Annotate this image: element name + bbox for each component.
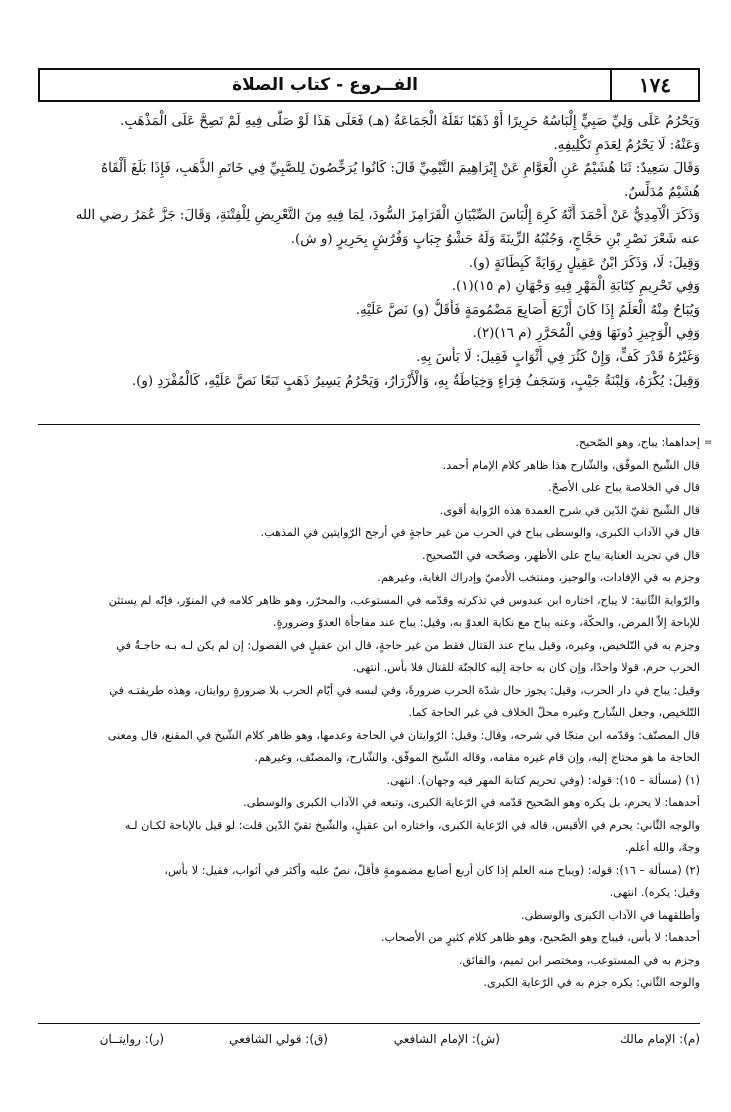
note-line: وجهٌ، والله أعلم.: [624, 841, 700, 854]
note-line: وجزم به في التّلخيص، وغيره، وقيل يباح عند القتال فقط من غير حاجةٍ، قال ابن عقيلٍ في الفصول: إن لم يكن لـه بـه حاجـةٌ في: [116, 638, 700, 652]
note-line: الحرب حرم، قولا واحدًا، وإن كان به حاجة إليه كالجنّة للقتال فلا بأس. انتهى.: [352, 661, 700, 674]
note-line: وجزم به في الإفادات، والوجيز، ومنتخب الأدميّ وإدراك الغاية، وغيرهم.: [377, 571, 700, 584]
main-line: وَقَالَ سَعِيدٌ: ثَنَا هُشَيْمٌ عَنِ الْعَوَّامِ عَنْ إِبْرَاهِيمَ التَّيْمِيِّ قَالَ: كَانُوا يُرَخِّصُونَ لِلصَّبِيِّ فِي خَاتَمِ الذَّهَبِ، فَإِذَا بَلَغَ أَلْقَاهُ: [101, 161, 700, 177]
note-line: وأطلقهما في الآداب الكبرى والوسطى.: [521, 908, 700, 922]
abbreviation-key: [38, 1026, 700, 1052]
note-line: والوجه الثّاني: يكره جزم به في الرّعاية الكبرى.: [483, 976, 700, 989]
main-line: وَقِيلَ: لَا، وَذَكَرَ ابْنُ عَقِيلٍ رِوَايَةً كَبِطَانَةٍ (و).: [468, 255, 700, 271]
note-line: قال في تجريد العناية يباح على الأظهر، وصحّحه في التّصحيح.: [421, 548, 700, 562]
note-line: الحاجة ما هو محتاج إليه، وإن قام غيره مقامه، وقاله الشّيخ الموفّق، والشّارح، والمصنّف، وغيرهم.: [254, 751, 700, 764]
footnotes: [40, 432, 700, 995]
footer-divider: [38, 1023, 700, 1024]
note-line: قال الشّيخ الموفّق، والشّارح هذا ظاهر كلام الإمام أحمد.: [442, 458, 700, 472]
note-line: قال المصنّف: وقدّمه ابن منجّا في شرحه، وقال: وقيل: الرّوايتان في الحاجة وعدمها، وهو ظاهر كلام الشّيخ في المقنع، قال ومعنى: [107, 728, 700, 742]
main-line: عنه شَعْرَ نَصْرِ بْنِ حَجَّاجٍ، وَجُنُبُهُ الزِّينَةَ وَلَهُ حَشْوُ جِبَابٍ وَفُرُشٍ بِحَرِيرٍ (و ش).: [290, 231, 700, 247]
continuation-mark: =: [704, 437, 713, 448]
note-line: (١) (مسألة – ١٥): قوله: (وفي تحريم كتابة المهر فيه وجهان). انتهى.: [386, 773, 700, 787]
main-line: وَعَنْهُ: لَا يَحْرُمُ لِعَدَمِ تَكْلِيفِهِ.: [553, 137, 700, 153]
main-line: وَيَحْرُمُ عَلَى وَلِيِّ صَبِيٍّ إِلْبَاسُهُ حَرِيرًا أَوْ ذَهَبًا نَقَلَهُ الْجَمَاعَةُ (هـ) فَعَلَى هَذَا لَوْ صَلَّى فِيهِ لَمْ تَصِحَّ عَلَى الْمَذْهَبِ.: [120, 114, 700, 129]
abbrev-two-narrations: (ر): روايتــان: [99, 1032, 164, 1046]
note-line: والرّواية الثّانية: لا يباح، اختاره ابن عبدوس في تذكرته وقدّمه في المستوعب، والمحرّر، وهو ظاهر كلامه في المنوّر، فإنّه لم يستثن: [108, 593, 700, 607]
page-title: الفــروع - كتاب الصلاة: [232, 75, 418, 95]
note-line: قال الشّيخ تقيّ الدّين في شرح العمدة هذه الرّواية أقوى.: [439, 503, 700, 517]
note-line: أحدهما: لا بأس، فيباح وهو الصّحيح، وهو ظاهر كلام كثيرٍ من الأصحاب.: [380, 931, 700, 944]
note-line: إحداهما: يباح، وهو الصّحيح.: [575, 436, 700, 449]
main-line: وَذَكَرَ الْآمِدِيُّ عَنْ أَحْمَدَ أَنَّهُ كَرِهَ إِلْبَاسَ الصِّبْيَانِ الْقَرَامِزَ السُّودَ، لِمَا فِيهِ مِنَ التَّعْرِيضِ لِلْفِتْنَةِ، وَقَالَ: جَزَّ عُمَرُ رضي الله: [75, 208, 700, 224]
abbrev-malik: (م): الإمام مالك: [619, 1032, 700, 1046]
note-line: وقيل: يكره). انتهى.: [609, 886, 700, 899]
footnote-divider: [38, 424, 700, 425]
note-line: وقيل: يباح في دار الحرب، وقيل: يجوز حال شدّة الحرب ضرورةً، وفي لبسه في أيّام الحرب بلا ضرورةٍ روايتان، وهذه طريقتـه في: [109, 683, 700, 697]
main-line: وَفِي تَحْرِيمِ كِتَابَةِ الْمَهْرِ فِيهِ وَجْهَانِ (م ١٥)(١).: [451, 279, 700, 295]
note-line: وجزم به في المستوعب، ومختصر ابن تميم، والفائق.: [458, 953, 700, 967]
main-line: وَغَيْرُهُ قَدْرَ كَفٍّ، وَإِنْ كَثُرَ فِي أَثْوَابٍ فَقِيلَ: لَا بَأْسَ بِهِ.: [416, 349, 700, 365]
main-line: وَيُبَاحُ مِنْهُ الْعَلَمُ إِذَا كَانَ أَرْبَعَ أَصَابِعَ مَضْمُومَةٍ فَأَقَلُّ (و) نَصَّ عَلَيْهِ.: [355, 302, 700, 318]
abbrev-shafii-two-opinions: (ق): قولي الشافعي: [229, 1032, 328, 1046]
main-line: وَقِيلَ: يُكْرَهُ، وَلِبْنَةُ جَيْبٍ، وَسَجَفُ فِرَاءٍ وَخِيَاطَةٌ بِهِ، وَالْأَزْرَارُ، وَيَحْرُمُ يَسِيرُ ذَهَبٍ تَبَعًا نَصَّ عَلَيْهِ، كَالْمُفْرَدِ (و).: [131, 373, 700, 389]
note-line: قال في الخلاصة يباح على الأصحّ.: [548, 481, 700, 494]
note-line: أحدهما: لا يحرم، بل يكره وهو الصّحيح قدّمه في الرّعاية الكبرى، وتبعه في الآداب الكبرى والوسطى.: [243, 796, 700, 809]
abbrev-shafii: (ش): الإمام الشافعي: [393, 1032, 500, 1046]
main-text: [40, 110, 700, 393]
note-line: قال في الآداب الكبرى، والوسطى يباح في الحرب من غير حاجةٍ في أرجح الرّوايتين في المذهب.: [260, 526, 700, 539]
page-header: [38, 68, 700, 102]
note-line: (٢) (مسألة – ١٦): قوله: (ويباح منه العلم إذا كان أربع أصابع مضمومةٍ فأقلّ، نصّ عليه وأكثر في أثواب، فقيل: لا بأس،: [164, 863, 700, 877]
page-number: ١٧٤: [610, 70, 698, 100]
main-line: وَفِي الْوَجِيزِ دُونَهَا وَفِي الْمُحَرَّرِ (م ١٦)(٢).: [472, 326, 700, 342]
note-line: والوجه الثّاني: يحرم في الأقيس، قاله في الرّعاية الكبرى، واختاره ابن عقيلٍ، والشّيخ تقيّ الدّين قلت: لو قيل بالإباحة لكـان لـه: [124, 818, 700, 832]
note-line: التّلخيص، وجعل الشّارح وغيره محلّ الخلاف في غير الحاجة كما.: [408, 706, 700, 719]
main-line: هُشَيْمٌ مُدَلِّسٌ.: [624, 184, 700, 200]
note-line: للإباحة إلاّ المرض، والحكّة، وعنه يباح مع نكاية العدوّ به، وقيل: يباح عند مفاجأة العدوّ وضرورةٍ.: [273, 616, 700, 629]
